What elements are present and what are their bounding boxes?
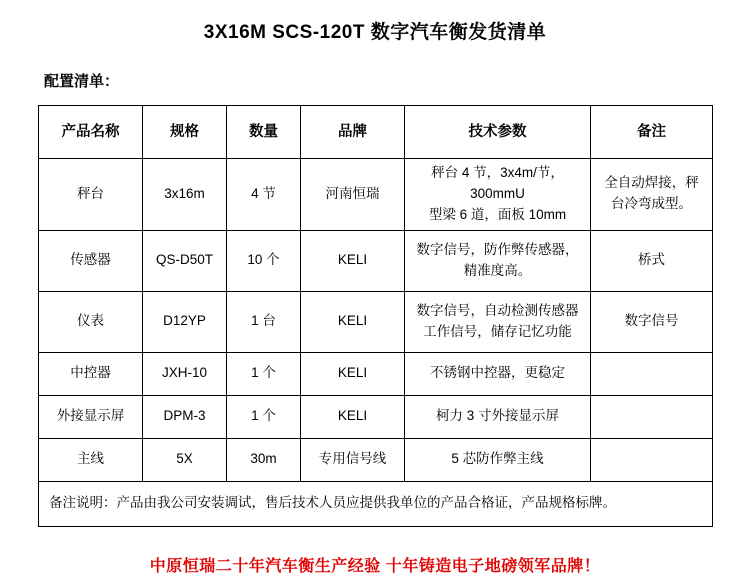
cell-params: [405, 230, 591, 291]
cell-brand: 河南恒瑞: [301, 159, 405, 231]
cell-spec: 3x16m: [143, 159, 227, 231]
cell-brand: 专用信号线: [301, 438, 405, 481]
config-table-wrapper: [38, 105, 712, 527]
cell-remark: [591, 159, 713, 231]
cell-spec: DPM-3: [143, 395, 227, 438]
cell-params: [405, 291, 591, 352]
table-header-row: [39, 106, 713, 159]
table-row: [39, 395, 713, 438]
footer-slogan: 中原恒瑞二十年汽车衡生产经验 十年铸造电子地磅领军品牌！: [149, 557, 601, 575]
column-header-brand: 品牌: [301, 106, 405, 159]
cell-qty: 1 个: [227, 352, 301, 395]
page-title: 3X16M SCS-120T 数字汽车衡发货清单: [203, 22, 547, 43]
cell-params: 柯力 3 寸外接显示屏: [405, 395, 591, 438]
cell-brand: KELI: [301, 291, 405, 352]
cell-qty: 4 节: [227, 159, 301, 231]
cell-params-line2: 型梁 6 道，面板 10mm: [428, 206, 567, 222]
cell-spec: JXH-10: [143, 352, 227, 395]
column-header-name: 产品名称: [39, 106, 143, 159]
cell-product-name: 秤台: [39, 159, 143, 231]
cell-params: 5 芯防作弊主线: [405, 438, 591, 481]
table-row: [39, 291, 713, 352]
cell-qty: 30m: [227, 438, 301, 481]
cell-remark-line1: 全自动焊接，秤: [604, 175, 699, 191]
cell-spec: QS-D50T: [143, 230, 227, 291]
cell-product-name: 仪表: [39, 291, 143, 352]
cell-remark-line2: 台冷弯成型。: [611, 196, 692, 212]
table-note: 备注说明：产品由我公司安装调试，售后技术人员应提供我单位的产品合格证，产品规格标牌。: [39, 481, 713, 526]
cell-remark: 桥式: [591, 230, 713, 291]
column-header-qty: 数量: [227, 106, 301, 159]
column-header-params: 技术参数: [405, 106, 591, 159]
cell-params-line2: 精准度高。: [463, 262, 532, 278]
cell-qty: 1 个: [227, 395, 301, 438]
cell-params-line2: 工作信号，储存记忆功能: [423, 323, 572, 339]
table-row: [39, 159, 713, 231]
cell-brand: KELI: [301, 230, 405, 291]
column-header-spec: 规格: [143, 106, 227, 159]
cell-params: 不锈钢中控器，更稳定: [405, 352, 591, 395]
config-table: [38, 105, 713, 527]
cell-remark: [591, 438, 713, 481]
cell-product-name: 主线: [39, 438, 143, 481]
cell-remark: [591, 395, 713, 438]
cell-spec: D12YP: [143, 291, 227, 352]
cell-remark: [591, 352, 713, 395]
table-row: [39, 352, 713, 395]
cell-spec: 5X: [143, 438, 227, 481]
table-row: [39, 438, 713, 481]
cell-params-line1: 数字信号，自动检测传感器: [416, 302, 579, 318]
cell-brand: KELI: [301, 352, 405, 395]
cell-product-name: 中控器: [39, 352, 143, 395]
cell-params-line1: 数字信号，防作弊传感器，: [416, 241, 579, 257]
table-row: [39, 230, 713, 291]
cell-product-name: 传感器: [39, 230, 143, 291]
section-subtitle: 配置清单：: [44, 73, 120, 90]
cell-product-name: 外接显示屏: [39, 395, 143, 438]
cell-remark: 数字信号: [591, 291, 713, 352]
column-header-remark: 备注: [591, 106, 713, 159]
cell-params: [405, 159, 591, 231]
cell-params-line1: 秤台 4 节，3x4m/节，300mmU: [431, 165, 564, 201]
cell-qty: 10 个: [227, 230, 301, 291]
cell-qty: 1 台: [227, 291, 301, 352]
table-note-row: [39, 481, 713, 526]
cell-brand: KELI: [301, 395, 405, 438]
